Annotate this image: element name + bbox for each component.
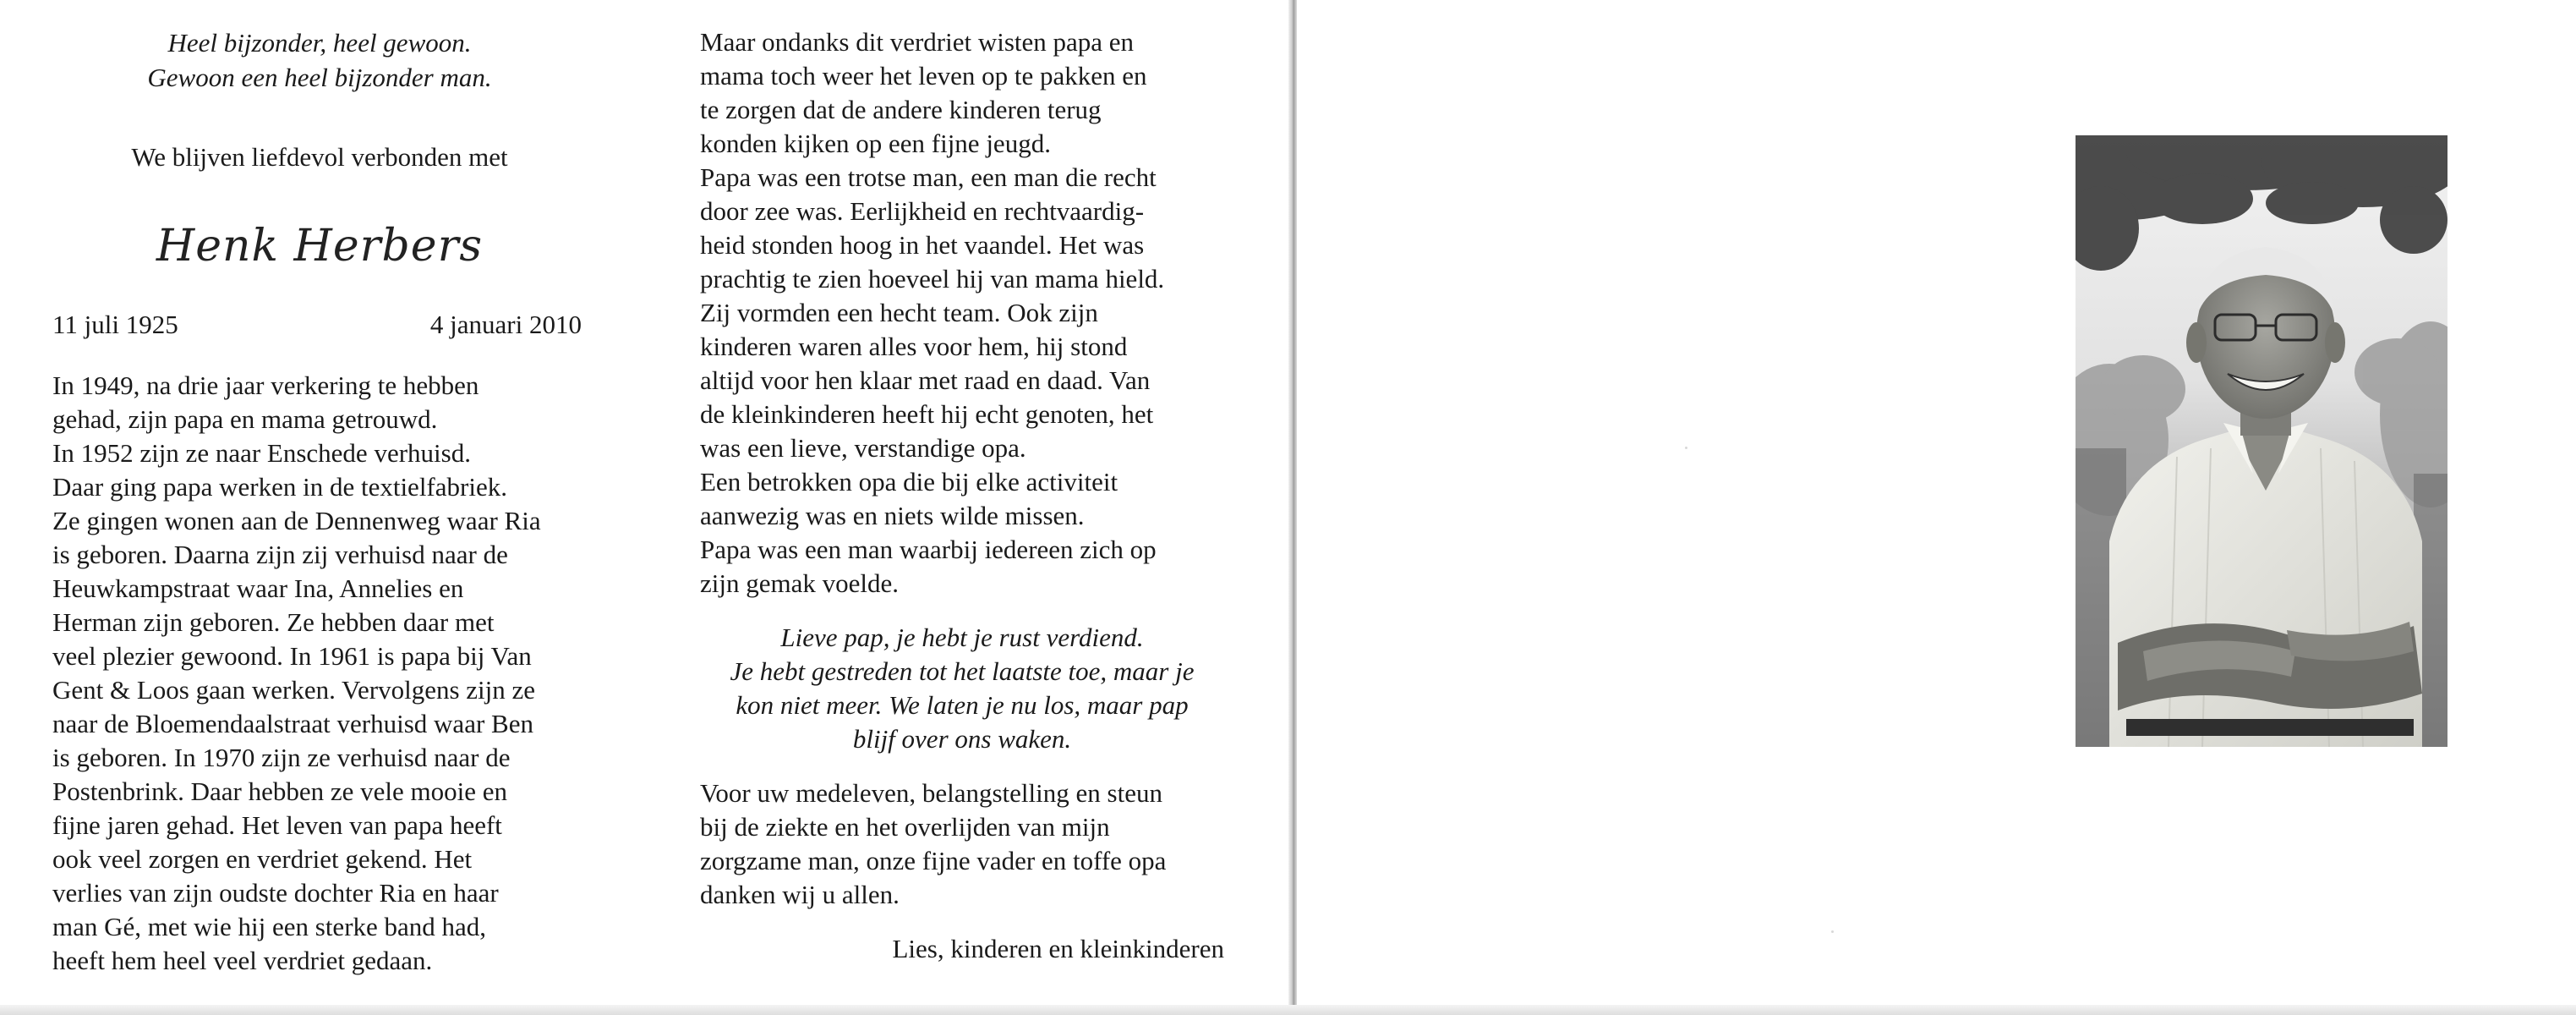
paper-speck bbox=[1831, 930, 1834, 933]
life-story-part-2: Maar ondanks dit verdriet wisten papa en mama toch weer het leven op te pakken en te zorgen dat de andere kinderen terug konden kijken op een fijne jeugd. Papa was een trotse man, een man die recht door zee was. Eerlijkheid en rechtvaardig- heid stonden hoog in het vaandel. Het was prachtig te zien hoeveel hij van mama hield. Zij vormden een hecht team. Ook zijn kinderen waren alles voor hem, hij stond altijd voor hen klaar met raad en daad. Van de kleinkinderen heeft hij echt genoten, het was een lieve, verstandige opa. Een betrokken opa die bij elke activiteit aanwezig was en niets wilde missen. Papa was een man waarbij iedereen zich op zijn gemak voelde. bbox=[700, 27, 1165, 598]
life-dates bbox=[52, 308, 587, 342]
portrait-photo-icon bbox=[2076, 135, 2447, 747]
motto-line-1: Heel bijzonder, heel gewoon. bbox=[167, 28, 472, 58]
inner-spread bbox=[0, 0, 1293, 1008]
intro-line: We blijven liefdevol verbonden met bbox=[131, 142, 508, 172]
portrait-photo bbox=[2076, 135, 2447, 747]
life-story-part-1: In 1949, na drie jaar verkering te hebben gehad, zijn papa en mama getrouwd. In 1952 zijn ze naar Enschede verhuisd. Daar ging papa werken in de textielfabriek. Ze gingen wonen aan de Dennenweg waar Ria is geboren. Daarna zijn zij verhuisd naar de Heuwkampstraat waar Ina, Annelies en Herman zijn geboren. Ze hebben daar met veel plezier gewoond. In 1961 is papa bij Van Gent & Loos gaan werken. Vervolgens zijn ze naar de Bloemendaalstraat verhuisd waar Ben is geboren. In 1970 zijn ze verhuisd naar de Postenbrink. Daar hebben ze vele mooie en fijne jaren gehad. Het leven van papa heeft ook veel zorgen en verdriet gekend. Het verlies van zijn oudste dochter Ria en haar man Gé, met wie hij een sterke band had, heeft hem heel veel verdriet gedaan. bbox=[52, 370, 541, 975]
page-edge-shadow bbox=[0, 1005, 2576, 1015]
birth-date: 11 juli 1925 bbox=[52, 310, 178, 339]
thank-you-note: Voor uw medeleven, belangstelling en steun bij de ziekte en het overlijden van mijn zorgzame man, onze fijne vader en toffe opa danken wij u allen. bbox=[700, 778, 1167, 909]
death-date: 4 januari 2010 bbox=[429, 310, 582, 339]
middle-column bbox=[700, 25, 1224, 966]
card-fold bbox=[1288, 0, 1297, 1015]
farewell-poem: Lieve pap, je hebt je rust verdiend. Je hebt gestreden tot het laatste toe, maar je kon niet meer. We laten je nu los, maar pap blijf over ons waken. bbox=[730, 623, 1195, 754]
motto-line-2: Gewoon een heel bijzonder man. bbox=[147, 63, 492, 92]
deceased-name: Henk Herbers bbox=[156, 221, 484, 272]
left-column bbox=[52, 25, 587, 978]
signature: Lies, kinderen en kleinkinderen bbox=[892, 934, 1224, 963]
paper-speck bbox=[1685, 447, 1687, 449]
